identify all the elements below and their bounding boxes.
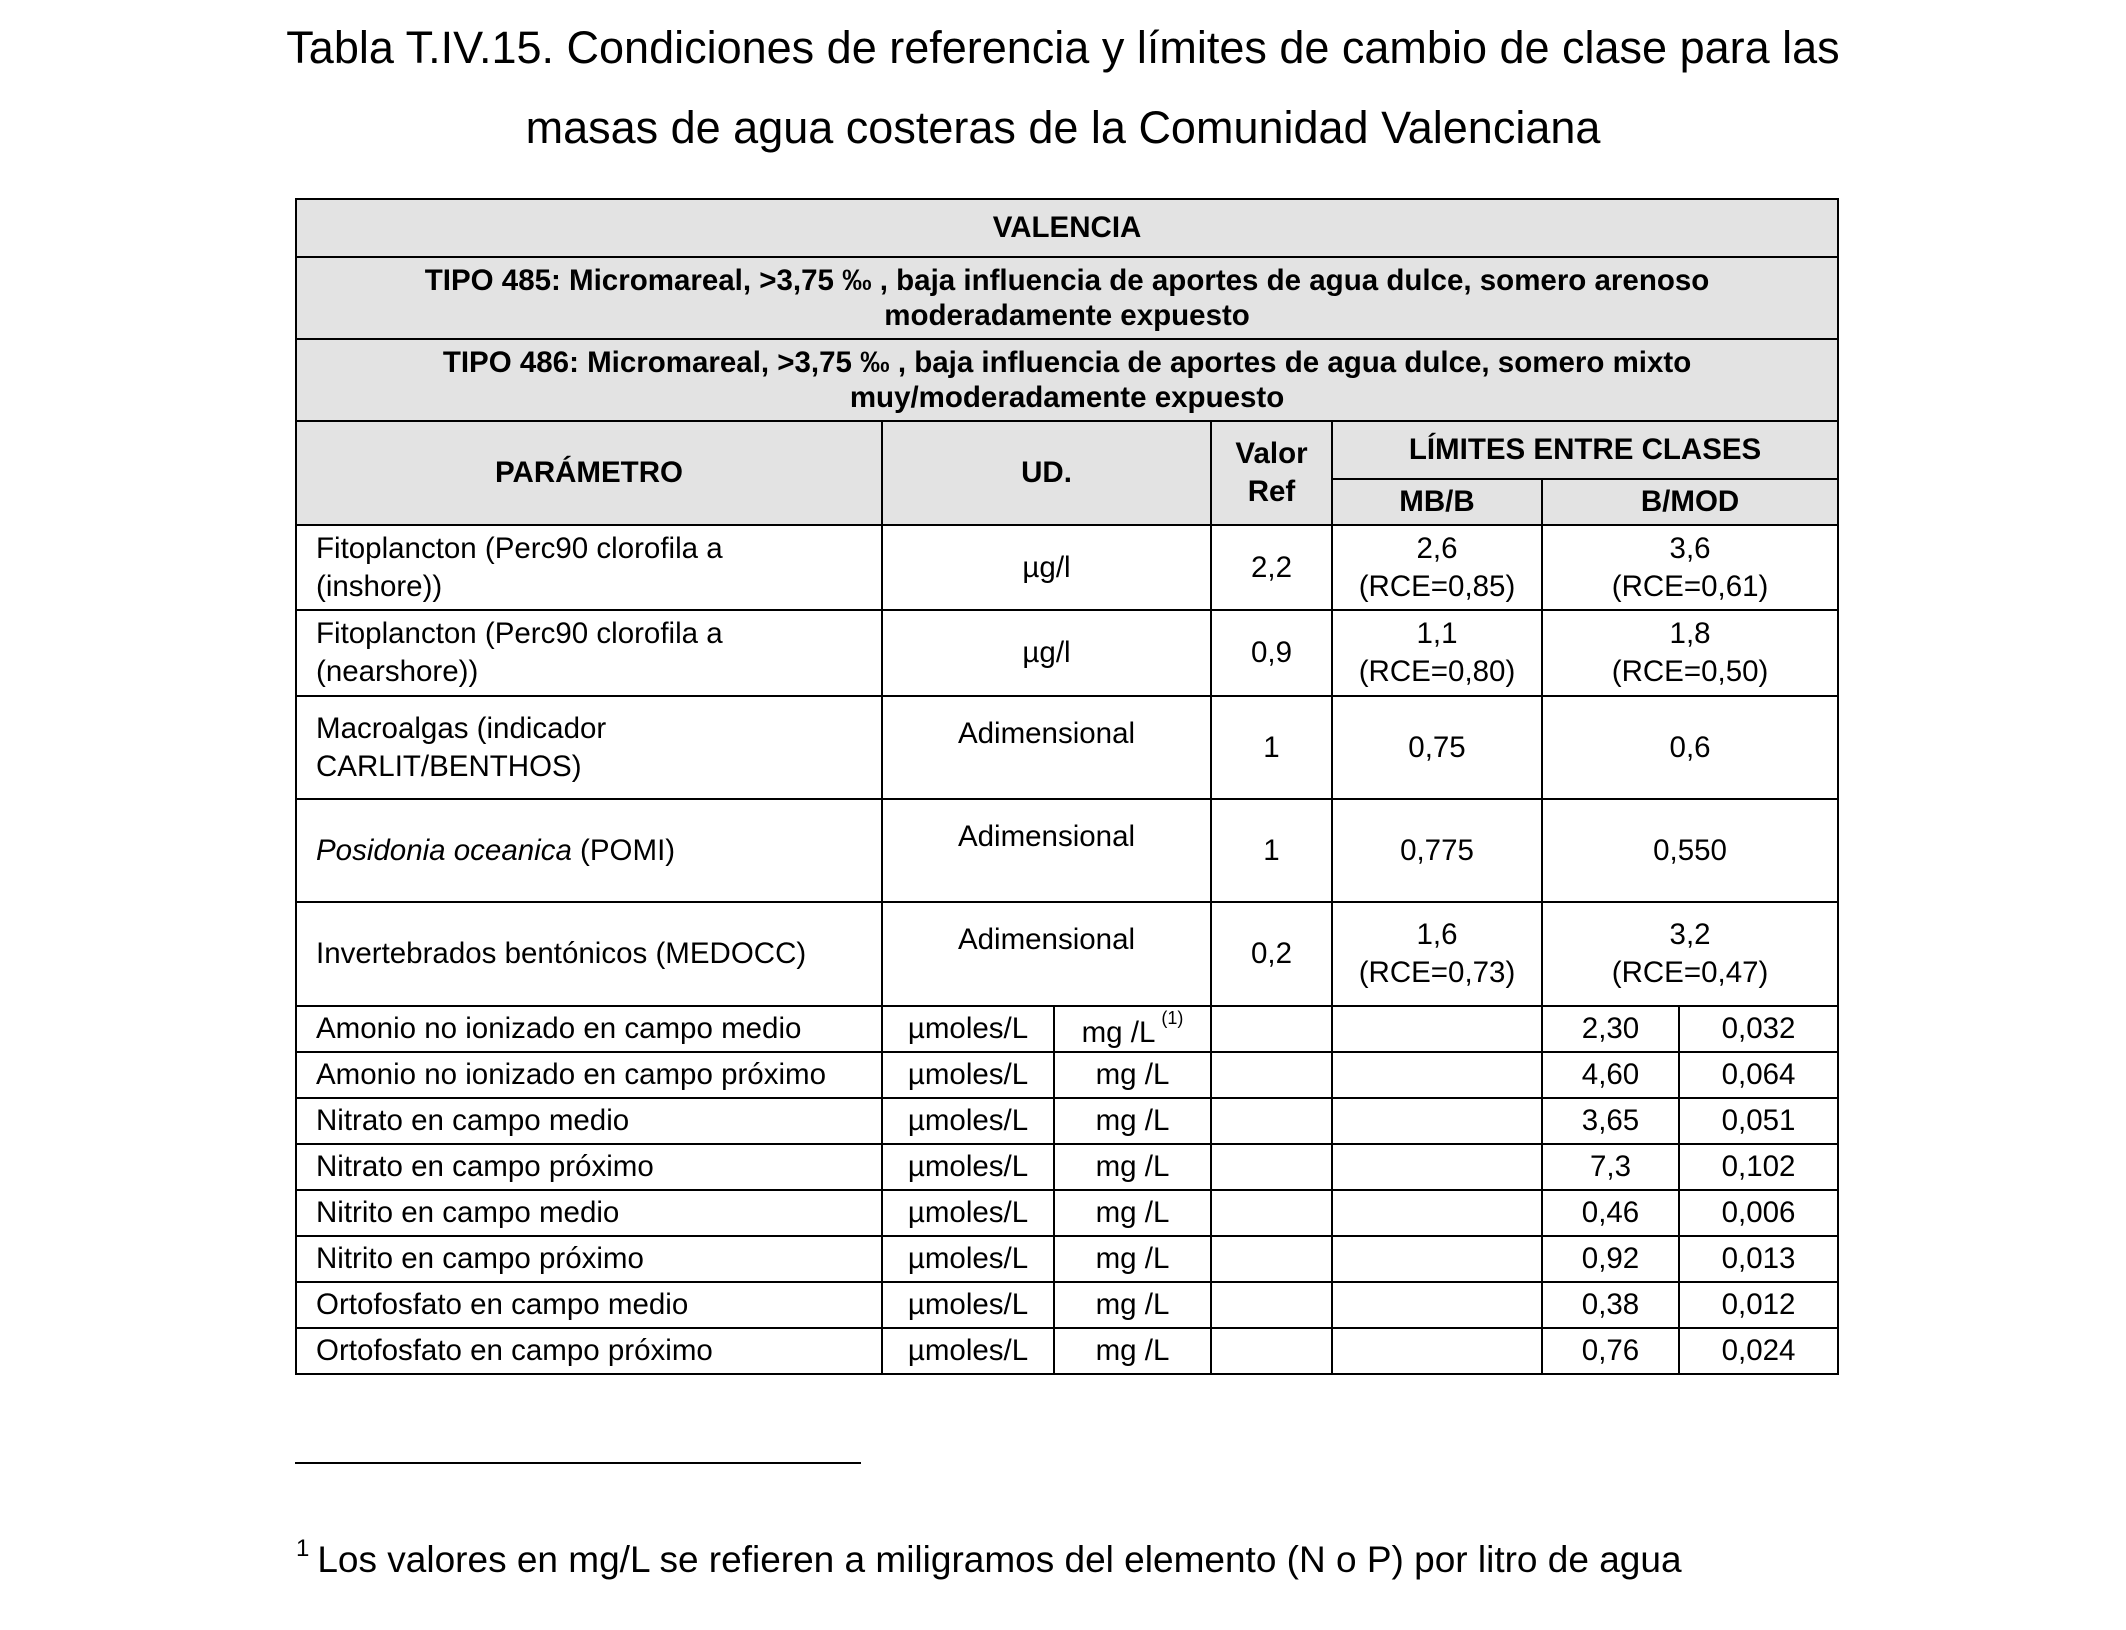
mbb-value: 1,1 [1416,617,1458,650]
table-row [296,1006,1838,1052]
bmod-cell: 0,6 [1542,696,1838,799]
param-cell: Invertebrados bentónicos (MEDOCC) [296,902,882,1006]
mbb-value: 2,6 [1416,531,1458,565]
unit-umol-cell: µmoles/L [882,1236,1054,1282]
header-valor-ref [1211,421,1332,525]
bmod-value: 1,8 [1669,617,1711,650]
table-row [296,1236,1838,1282]
mbb-cell [1332,1236,1542,1282]
mbb-rce: (RCE=0,80) [1358,655,1516,688]
param-cell: Nitrito en campo próximo [296,1236,882,1282]
ref-value-cell [1211,1098,1332,1144]
footnote [296,1527,1682,1582]
ref-value-cell [1211,1282,1332,1328]
param-line-1: Fitoplancton (Perc90 clorofila a [316,617,723,650]
bmod-umol-cell: 2,30 [1542,1006,1679,1052]
unit-mg-cell: mg /L [1054,1328,1211,1374]
bmod-mg-cell: 0,051 [1679,1098,1838,1144]
unit-mg-label: mg /L [1081,1016,1156,1049]
unit-umol-cell: µmoles/L [882,1190,1054,1236]
param-line-2: (inshore)) [316,569,443,603]
ref-value-cell: 1 [1211,696,1332,799]
unit-umol-cell: µmoles/L [882,1282,1054,1328]
unit-cell: µg/l [882,525,1211,610]
unit-mg-cell: mg /L [1054,1098,1211,1144]
param-cell: Nitrito en campo medio [296,1190,882,1236]
param-cell [296,525,882,610]
mbb-cell [1332,1282,1542,1328]
table-row [296,1282,1838,1328]
tipo-485-row [296,257,1838,339]
unit-mg-cell: mg /L [1054,1282,1211,1328]
bmod-mg-cell: 0,024 [1679,1328,1838,1374]
ref-value-cell: 1 [1211,799,1332,902]
param-cell [296,610,882,696]
unit-mg-cell: mg /L [1054,1052,1211,1098]
table-row [296,1144,1838,1190]
param-cell: Amonio no ionizado en campo medio [296,1006,882,1052]
bmod-cell [1542,902,1838,1006]
ref-value-cell [1211,1144,1332,1190]
ref-value-cell [1211,1328,1332,1374]
bmod-mg-cell: 0,012 [1679,1282,1838,1328]
unit-umol-cell: µmoles/L [882,1052,1054,1098]
table-row [296,902,1838,1006]
param-cell [296,799,882,902]
bmod-cell: 0,550 [1542,799,1838,902]
column-header-row-1 [296,421,1838,479]
param-line-1: Fitoplancton (Perc90 clorofila a [316,531,723,565]
ref-value-cell: 0,9 [1211,610,1332,696]
mbb-cell [1332,902,1542,1006]
title-line-1: Tabla T.IV.15. Condiciones de referencia y límites de cambio de clase para las [286,22,1840,73]
param-italic: Posidonia oceanica [316,833,572,867]
bmod-umol-cell: 0,38 [1542,1282,1679,1328]
ref-value-cell [1211,1006,1332,1052]
unit-cell: Adimensional [882,799,1211,902]
param-cell: Ortofosfato en campo medio [296,1282,882,1328]
param-cell: Nitrato en campo medio [296,1098,882,1144]
param-cell: Amonio no ionizado en campo próximo [296,1052,882,1098]
bmod-mg-cell: 0,032 [1679,1006,1838,1052]
bmod-umol-cell: 0,92 [1542,1236,1679,1282]
bmod-umol-cell: 7,3 [1542,1144,1679,1190]
ref-value-cell [1211,1236,1332,1282]
page-title [0,8,2126,168]
param-line-1: Macroalgas (indicador [316,711,607,745]
header-valor-ref-line-2: Ref [1247,475,1296,508]
tipo-486-row [296,339,1838,421]
bmod-mg-cell: 0,013 [1679,1236,1838,1282]
mbb-cell [1332,525,1542,610]
tipo-486-header: TIPO 486: Micromareal, >3,75 ‰ , baja influencia de aportes de agua dulce, somero mixto muy/moderadamente expuesto [296,339,1838,421]
footnote-marker: 1 [296,1535,310,1562]
table-row [296,1190,1838,1236]
table-row [296,799,1838,902]
bmod-mg-cell: 0,102 [1679,1144,1838,1190]
unit-umol-cell: µmoles/L [882,1098,1054,1144]
bmod-cell [1542,610,1838,696]
header-bmod: B/MOD [1542,479,1838,525]
bmod-value: 3,2 [1669,918,1711,951]
unit-umol-cell: µmoles/L [882,1006,1054,1052]
ref-value-cell [1211,1190,1332,1236]
bmod-umol-cell: 0,76 [1542,1328,1679,1374]
mbb-cell [1332,1144,1542,1190]
bmod-umol-cell: 4,60 [1542,1052,1679,1098]
bmod-rce: (RCE=0,50) [1611,655,1769,688]
param-line-2: (nearshore)) [316,655,479,688]
unit-mg-cell: mg /L [1054,1236,1211,1282]
table-row [296,1328,1838,1374]
header-ud: UD. [882,421,1211,525]
table-row [296,696,1838,799]
mbb-value: 1,6 [1416,918,1458,951]
param-cell: Nitrato en campo próximo [296,1144,882,1190]
param-cell [296,696,882,799]
mbb-cell [1332,1006,1542,1052]
bmod-mg-cell: 0,006 [1679,1190,1838,1236]
mbb-rce: (RCE=0,85) [1358,569,1516,603]
bmod-rce: (RCE=0,47) [1611,956,1769,989]
mbb-cell [1332,610,1542,696]
unit-mg-cell: mg /L [1054,1144,1211,1190]
bmod-umol-cell: 0,46 [1542,1190,1679,1236]
param-line-2: CARLIT/BENTHOS) [316,749,582,783]
tipo-485-header: TIPO 485: Micromareal, >3,75 ‰ , baja influencia de aportes de agua dulce, somero arenoso moderadamente expuesto [296,257,1838,339]
footnote-separator [295,1462,861,1464]
header-parametro: PARÁMETRO [296,421,882,525]
unit-cell: Adimensional [882,902,1211,1006]
ref-value-cell [1211,1052,1332,1098]
region-header-row [296,199,1838,257]
table-row [296,610,1838,696]
unit-cell: µg/l [882,610,1211,696]
table-row [296,525,1838,610]
reference-conditions-table [295,198,1839,1375]
bmod-umol-cell: 3,65 [1542,1098,1679,1144]
header-limites: LÍMITES ENTRE CLASES [1332,421,1838,479]
unit-cell: Adimensional [882,696,1211,799]
bmod-cell [1542,525,1838,610]
table-row [296,1098,1838,1144]
footnote-text: Los valores en mg/L se refieren a miligramos del elemento (N o P) por litro de agua [317,1539,1682,1580]
mbb-cell [1332,1328,1542,1374]
unit-umol-cell: µmoles/L [882,1328,1054,1374]
header-mbb: MB/B [1332,479,1542,525]
param-cell: Ortofosfato en campo próximo [296,1328,882,1374]
title-line-2: masas de agua costeras de la Comunidad Valenciana [525,102,1601,153]
ref-value-cell: 2,2 [1211,525,1332,610]
header-valor-ref-line-1: Valor [1235,437,1308,470]
param-rest: (POMI) [571,833,676,867]
bmod-rce: (RCE=0,61) [1611,569,1769,603]
mbb-cell: 0,75 [1332,696,1542,799]
mbb-cell [1332,1190,1542,1236]
unit-umol-cell: µmoles/L [882,1144,1054,1190]
ref-value-cell: 0,2 [1211,902,1332,1006]
unit-mg-cell [1054,1006,1211,1052]
table-row [296,1052,1838,1098]
bmod-mg-cell: 0,064 [1679,1052,1838,1098]
mbb-rce: (RCE=0,73) [1358,956,1516,989]
bmod-value: 3,6 [1669,531,1711,565]
region-header: VALENCIA [296,199,1838,257]
unit-mg-cell: mg /L [1054,1190,1211,1236]
mbb-cell: 0,775 [1332,799,1542,902]
footnote-ref: (1) [1161,1008,1184,1028]
mbb-cell [1332,1052,1542,1098]
mbb-cell [1332,1098,1542,1144]
